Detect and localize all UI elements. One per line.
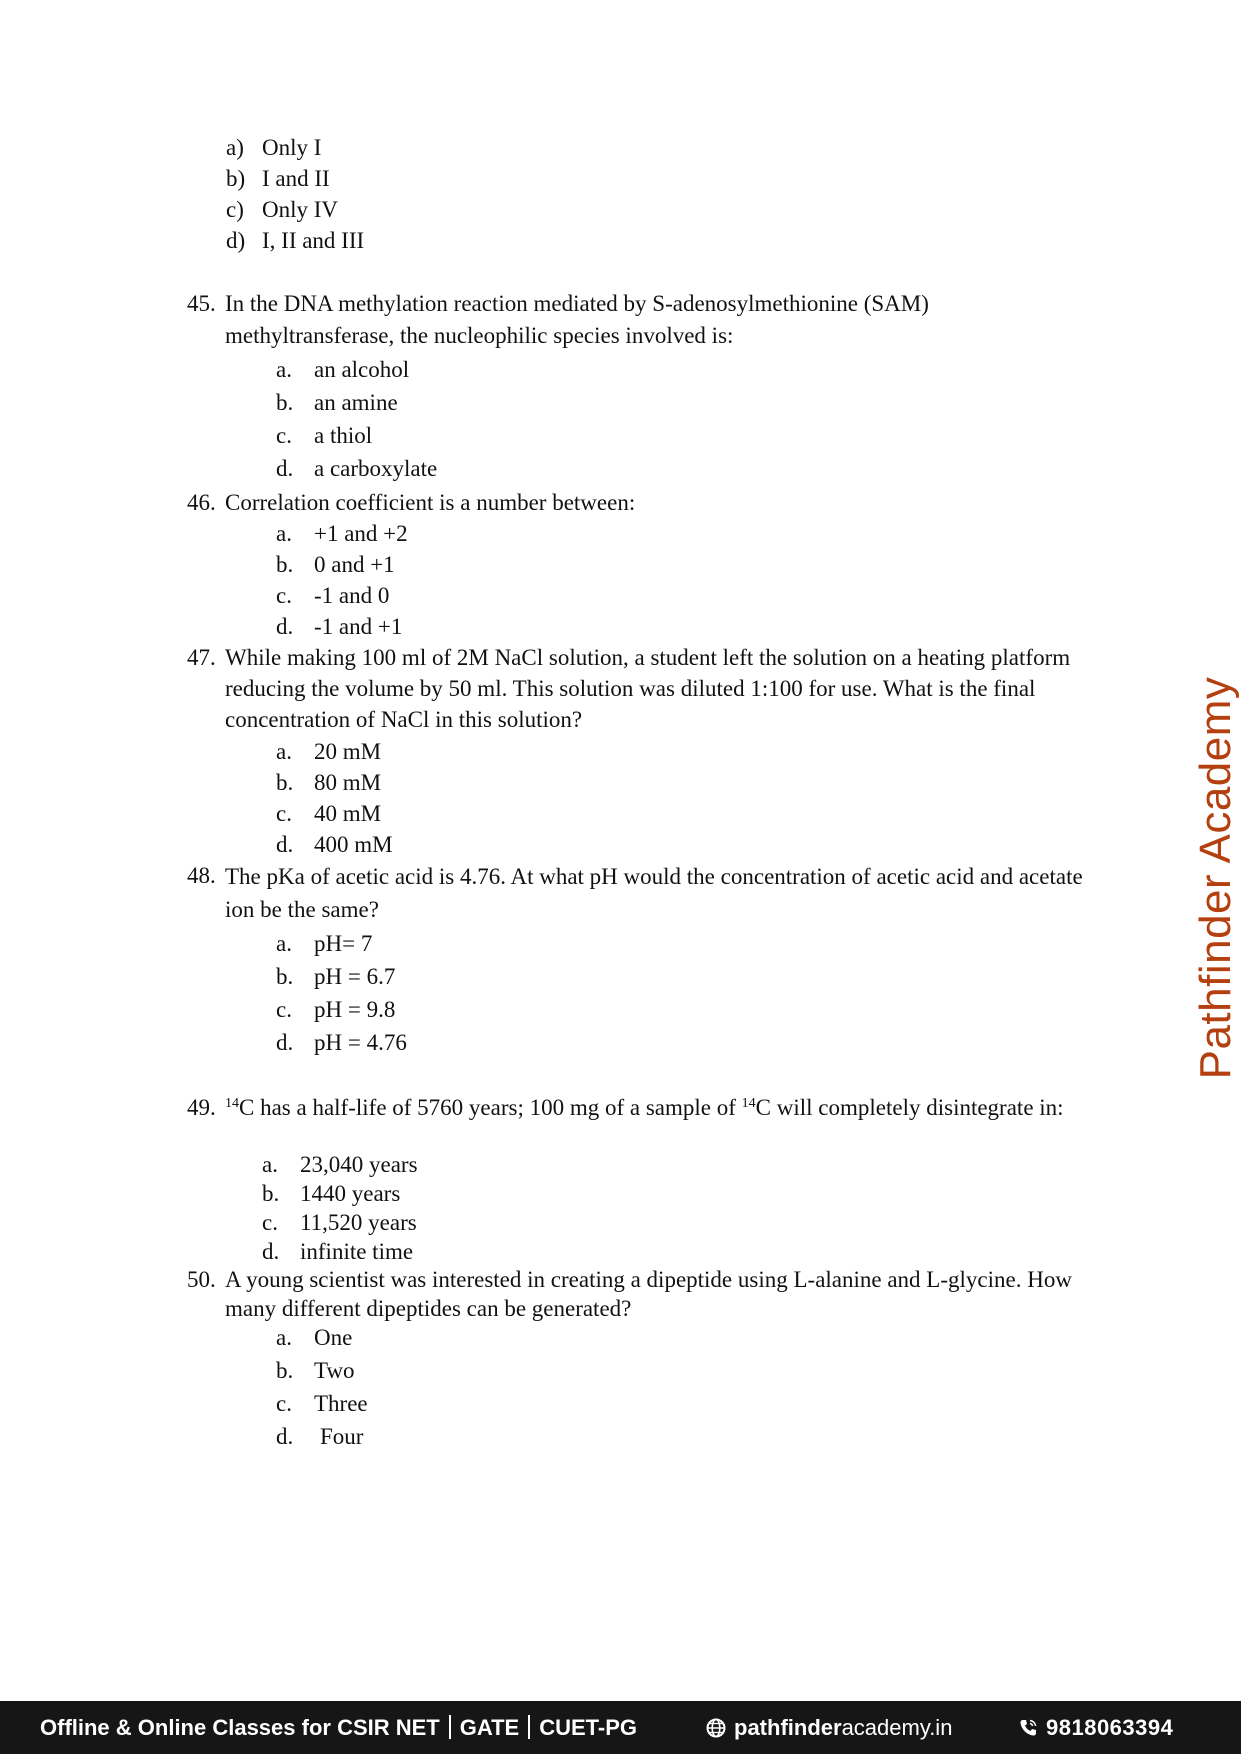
option-text: 40 mM <box>314 801 382 826</box>
q47-option-d <box>276 831 393 859</box>
option-label: c. <box>276 1391 292 1416</box>
option-text: Four <box>320 1424 364 1449</box>
question-number: 47. <box>187 645 216 670</box>
option-text: Two <box>314 1358 355 1383</box>
q48-option-b <box>276 963 395 991</box>
option-label: b. <box>276 390 294 415</box>
footer-classes <box>40 1715 637 1741</box>
q48-option-d <box>276 1029 407 1057</box>
option-text: -1 and +1 <box>314 614 403 639</box>
option-label: d. <box>276 1424 294 1449</box>
footer-website-link[interactable] <box>706 1715 952 1741</box>
q50-option-a <box>276 1324 352 1352</box>
watermark: Pathfinder Academy <box>1191 676 1240 1080</box>
question-text-part: C will completely disintegrate in: <box>755 1095 1064 1120</box>
question-50 <box>187 1265 1097 1323</box>
q45-option-a <box>276 356 409 384</box>
option-text: an amine <box>314 390 398 415</box>
option-text: 1440 years <box>300 1181 401 1206</box>
q49-option-d <box>262 1238 413 1266</box>
prev-option-d <box>226 227 364 255</box>
footer-phone-number: 9818063394 <box>1046 1715 1174 1740</box>
superscript: 14 <box>225 1096 239 1111</box>
footer-phone-link[interactable] <box>1018 1715 1173 1741</box>
option-text: pH= 7 <box>314 931 373 956</box>
q47-option-a <box>276 738 381 766</box>
footer-classes-text: Offline & Online Classes for CSIR NET <box>40 1715 440 1740</box>
option-text: 23,040 years <box>300 1152 418 1177</box>
option-text: One <box>314 1325 353 1350</box>
question-text-part: C has a half-life of 5760 years; 100 mg of a sample of <box>239 1095 742 1120</box>
q49-option-a <box>262 1151 418 1179</box>
option-text: a thiol <box>314 423 373 448</box>
option-text: +1 and +2 <box>314 521 408 546</box>
option-text: a carboxylate <box>314 456 438 481</box>
option-label: d. <box>276 832 294 857</box>
superscript: 14 <box>741 1096 756 1111</box>
question-45 <box>187 288 1097 352</box>
option-text: Three <box>314 1391 368 1416</box>
option-label: b. <box>276 1358 294 1383</box>
question-48 <box>187 860 1097 926</box>
option-label: a. <box>276 1325 292 1350</box>
option-text: Only IV <box>262 197 339 222</box>
question-number: 46. <box>187 490 216 515</box>
q46-option-d <box>276 613 402 641</box>
q45-option-b <box>276 389 398 417</box>
question-number: 50. <box>187 1267 216 1292</box>
globe-icon <box>706 1718 726 1738</box>
q48-option-a <box>276 930 372 958</box>
option-text: 11,520 years <box>300 1210 417 1235</box>
q46-option-b <box>276 551 395 579</box>
option-text: 400 mM <box>314 832 393 857</box>
question-text: Correlation coefficient is a number between: <box>225 490 636 515</box>
footer-site-light: academy.in <box>841 1715 953 1740</box>
option-label: d. <box>276 614 294 639</box>
option-text: pH = 4.76 <box>314 1030 407 1055</box>
option-text: -1 and 0 <box>314 583 390 608</box>
option-text: 20 mM <box>314 739 382 764</box>
footer-divider <box>449 1715 451 1739</box>
option-label: a. <box>276 357 292 382</box>
question-47 <box>187 642 1097 735</box>
option-text: I and II <box>262 166 330 191</box>
option-text: Only I <box>262 135 322 160</box>
question-number: 48. <box>187 863 216 888</box>
question-text <box>225 1093 1097 1123</box>
q45-option-c <box>276 422 372 450</box>
q50-option-d <box>276 1423 363 1451</box>
option-label: c) <box>226 197 244 222</box>
option-label: c. <box>276 801 292 826</box>
q50-option-c <box>276 1390 368 1418</box>
option-label: d. <box>276 1030 294 1055</box>
option-label: d. <box>262 1239 280 1264</box>
option-label: c. <box>262 1210 278 1235</box>
footer-site-bold: pathfinder <box>734 1715 842 1740</box>
q48-option-c <box>276 996 395 1024</box>
prev-option-c <box>226 196 338 224</box>
question-49 <box>187 1093 1097 1123</box>
option-label: a. <box>262 1152 278 1177</box>
option-label: a) <box>226 135 244 160</box>
option-text: an alcohol <box>314 357 410 382</box>
option-label: a. <box>276 521 292 546</box>
option-label: d. <box>276 456 294 481</box>
option-label: b. <box>276 964 294 989</box>
footer-exam-gate: GATE <box>459 1715 520 1740</box>
option-label: d) <box>226 228 246 253</box>
q45-option-d <box>276 455 437 483</box>
option-text: 80 mM <box>314 770 382 795</box>
option-label: c. <box>276 997 292 1022</box>
footer-divider <box>528 1715 530 1739</box>
option-label: b. <box>276 770 294 795</box>
option-label: a. <box>276 931 292 956</box>
q47-option-c <box>276 800 381 828</box>
option-label: c. <box>276 423 292 448</box>
option-text: pH = 6.7 <box>314 964 396 989</box>
question-text: The pKa of acetic acid is 4.76. At what pH would the concentration of acetic acid and acetate ion be the same? <box>225 864 1083 922</box>
option-label: b) <box>226 166 246 191</box>
q47-option-b <box>276 769 381 797</box>
footer-exam-cuet: CUET-PG <box>539 1715 638 1740</box>
phone-icon <box>1018 1718 1038 1738</box>
q50-option-b <box>276 1357 355 1385</box>
option-text: 0 and +1 <box>314 552 395 577</box>
q49-option-b <box>262 1180 400 1208</box>
q46-option-a <box>276 520 408 548</box>
question-46 <box>187 487 1097 519</box>
option-label: a. <box>276 739 292 764</box>
prev-option-a <box>226 134 321 162</box>
question-text: In the DNA methylation reaction mediated by S-adenosylmethionine (SAM) methyltransferase, the nucleophilic species involved is: <box>225 291 929 348</box>
prev-option-b <box>226 165 330 193</box>
footer-banner <box>0 1701 1241 1754</box>
option-text: I, II and III <box>262 228 365 253</box>
question-number: 49. <box>187 1095 216 1120</box>
question-text: While making 100 ml of 2M NaCl solution, a student left the solution on a heating platform reducing the volume by 50 ml. This solution was diluted 1:100 for use. What is the final concentration of NaCl in this solution? <box>225 645 1071 732</box>
q49-option-c <box>262 1209 417 1237</box>
option-label: b. <box>276 552 294 577</box>
q46-option-c <box>276 582 389 610</box>
option-label: b. <box>262 1181 280 1206</box>
question-text: A young scientist was interested in creating a dipeptide using L-alanine and L-glycine. How many different dipeptides can be generated? <box>225 1267 1072 1321</box>
option-text: pH = 9.8 <box>314 997 396 1022</box>
option-label: c. <box>276 583 292 608</box>
question-number: 45. <box>187 291 216 316</box>
option-text: infinite time <box>300 1239 414 1264</box>
